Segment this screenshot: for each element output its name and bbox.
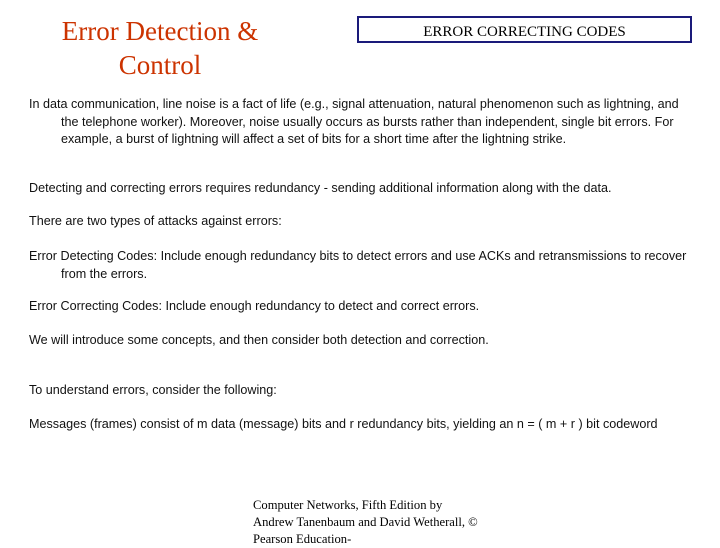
paragraph-introduce-concepts: We will introduce some concepts, and then consider both detection and correction. xyxy=(29,333,489,347)
paragraph-error-correcting-codes: Error Correcting Codes: Include enough redundancy to detect and correct errors. xyxy=(29,299,480,313)
paragraph-understand-errors: To understand errors, consider the following: xyxy=(29,383,277,397)
paragraph-two-types: There are two types of attacks against errors: xyxy=(29,214,282,228)
section-label-box xyxy=(357,16,692,43)
paragraph-redundancy: Detecting and correcting errors requires redundancy - sending additional information along with the data. xyxy=(29,181,612,195)
section-label: ERROR CORRECTING CODES xyxy=(423,24,626,40)
section-underline xyxy=(359,42,690,43)
footer-citation: Computer Networks, Fifth Edition by Andrew Tanenbaum and David Wetherall, © Pearson Education- xyxy=(253,498,478,546)
paragraph-error-detecting-codes: Error Detecting Codes: Include enough redundancy bits to detect errors and use ACKs and retransmissions to recover from the errors. xyxy=(29,249,687,281)
paragraph-line-noise: In data communication, line noise is a fact of life (e.g., signal attenuation, natural phenomenon such as lightning, and the telephone worker). Moreover, noise usually occurs as bursts rather than independent, single bit errors. For example, a burst of lightning will affect a set of bits for a short time after the lightning strike. xyxy=(29,97,679,146)
slide-title: Error Detection & Control xyxy=(61,16,259,80)
paragraph-codeword: Messages (frames) consist of m data (message) bits and r redundancy bits, yielding an n = ( m + r ) bit codeword xyxy=(29,417,658,431)
